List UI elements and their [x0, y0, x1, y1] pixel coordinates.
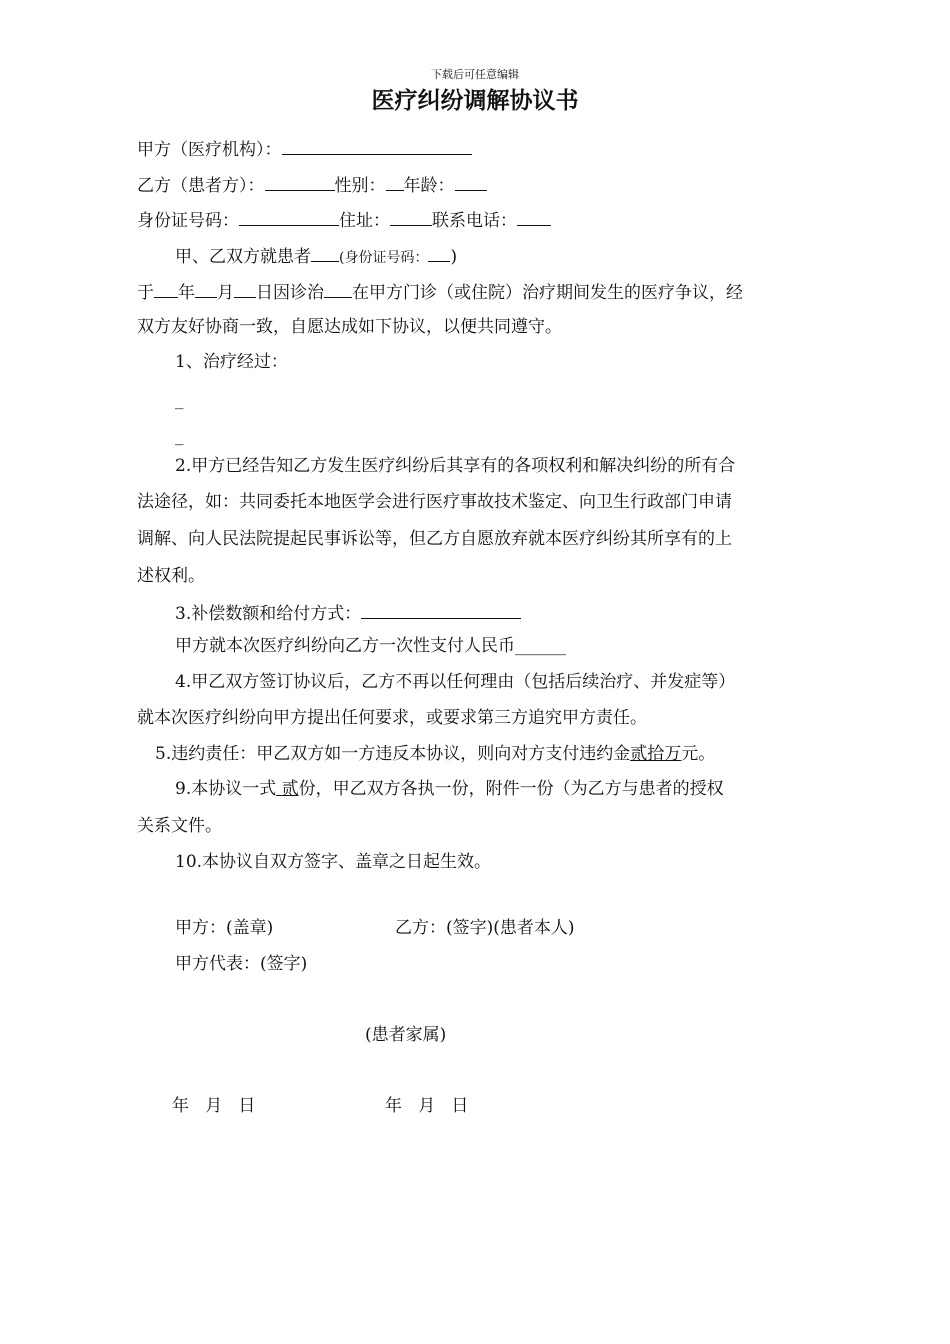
party-a-line — [137, 136, 817, 162]
item-5-text: 5.违约责任：甲乙双方如一方违反本协议，则向对方支付违约金 — [155, 744, 631, 764]
item-3-label: 3.补偿数额和给付方式： — [175, 604, 362, 624]
page-title: 医疗纠纷调解协议书 — [371, 88, 579, 114]
gender-blank — [386, 172, 404, 191]
item-2-line-2: 法途径，如：共同委托本地医学会进行医疗事故技术鉴定、向卫生行政部门申请 — [137, 492, 732, 512]
day-blank — [234, 279, 256, 298]
item-9-line-2: 关系文件。 — [137, 816, 222, 836]
sign-representative: 甲方代表：(签字) — [175, 954, 308, 974]
item-4-line-1: 4.甲乙双方签订协议后，乙方不再以任何理由（包括后续治疗、并发症等） — [175, 672, 736, 692]
sign-family: (患者家属) — [365, 1025, 447, 1045]
address-label: 住址： — [339, 211, 390, 231]
year-label: 年 — [178, 283, 195, 303]
patient-id-blank — [428, 243, 450, 262]
copies-count: 贰 — [276, 779, 299, 799]
id-blank — [239, 207, 339, 226]
penalty-amount: 贰拾万 — [630, 744, 682, 764]
item-2-line-4: 述权利。 — [137, 566, 205, 586]
id-line — [137, 207, 817, 233]
month-blank — [195, 279, 217, 298]
party-a-label: 甲方（医疗机构）： — [137, 140, 282, 160]
address-blank — [390, 207, 432, 226]
id-label: 身份证号码： — [137, 211, 239, 231]
item-5-suffix: 元。 — [681, 744, 716, 764]
party-b-label: 乙方（患者方）： — [137, 176, 265, 196]
phone-blank — [517, 207, 551, 226]
item-2-line-1: 2.甲方已经告知乙方发生医疗纠纷后其享有的各项权利和解决纠纷的所有合 — [175, 456, 736, 476]
date-party-a: 年 月 日 — [172, 1096, 256, 1116]
condition-blank — [324, 279, 352, 298]
age-label: 年龄： — [403, 176, 455, 196]
compensation-blank — [361, 600, 521, 619]
item-4-line-2: 就本次医疗纠纷向甲方提出任何要求，或要求第三方追究甲方责任。 — [137, 708, 647, 728]
intro-text: 甲、乙双方就患者 — [175, 247, 311, 267]
sign-party-a: 甲方：(盖章) — [175, 918, 274, 938]
party-a-blank — [282, 136, 472, 155]
month-label: 月 — [217, 283, 234, 303]
date-party-b: 年 月 日 — [385, 1096, 469, 1116]
intro-line-2 — [137, 279, 817, 305]
paren-close: ) — [450, 247, 458, 267]
dash-1: _ — [175, 390, 184, 410]
intro-line-1 — [175, 243, 815, 270]
intro-text: 在甲方门诊（或住院）治疗期间发生的医疗争议，经 — [352, 283, 743, 303]
header-note: 下载后可任意编辑 — [431, 68, 519, 81]
item-5 — [155, 742, 835, 766]
id-paren-text: (身份证号码： — [339, 250, 429, 266]
patient-blank — [311, 243, 339, 262]
dash-2: _ — [175, 426, 184, 446]
day-cause-text: 日因诊治 — [256, 283, 324, 303]
sign-party-b: 乙方：(签字)(患者本人) — [395, 918, 575, 938]
item-1: 1、治疗经过： — [175, 352, 288, 372]
item-3-line-1 — [175, 600, 815, 626]
item-9-suffix: 份，甲乙双方各执一份，附件一份（为乙方与患者的授权 — [298, 779, 724, 799]
party-b-blank — [265, 172, 335, 191]
item-3-line-2: 甲方就本次医疗纠纷向乙方一次性支付人民币______ — [175, 636, 566, 656]
intro-text: 于 — [137, 283, 154, 303]
party-b-line — [137, 172, 817, 198]
item-10: 10.本协议自双方签字、盖章之日起生效。 — [175, 852, 492, 872]
item-2-line-3: 调解、向人民法院提起民事诉讼等，但乙方自愿放弃就本医疗纠纷其所享有的上 — [137, 529, 732, 549]
phone-label: 联系电话： — [432, 211, 517, 231]
item-9-text: 9.本协议一式 — [175, 779, 277, 799]
gender-label: 性别： — [334, 176, 386, 196]
age-blank — [455, 172, 487, 191]
year-blank — [154, 279, 178, 298]
intro-line-3: 双方友好协商一致，自愿达成如下协议，以便共同遵守。 — [137, 317, 562, 337]
item-9-line-1 — [175, 777, 815, 801]
